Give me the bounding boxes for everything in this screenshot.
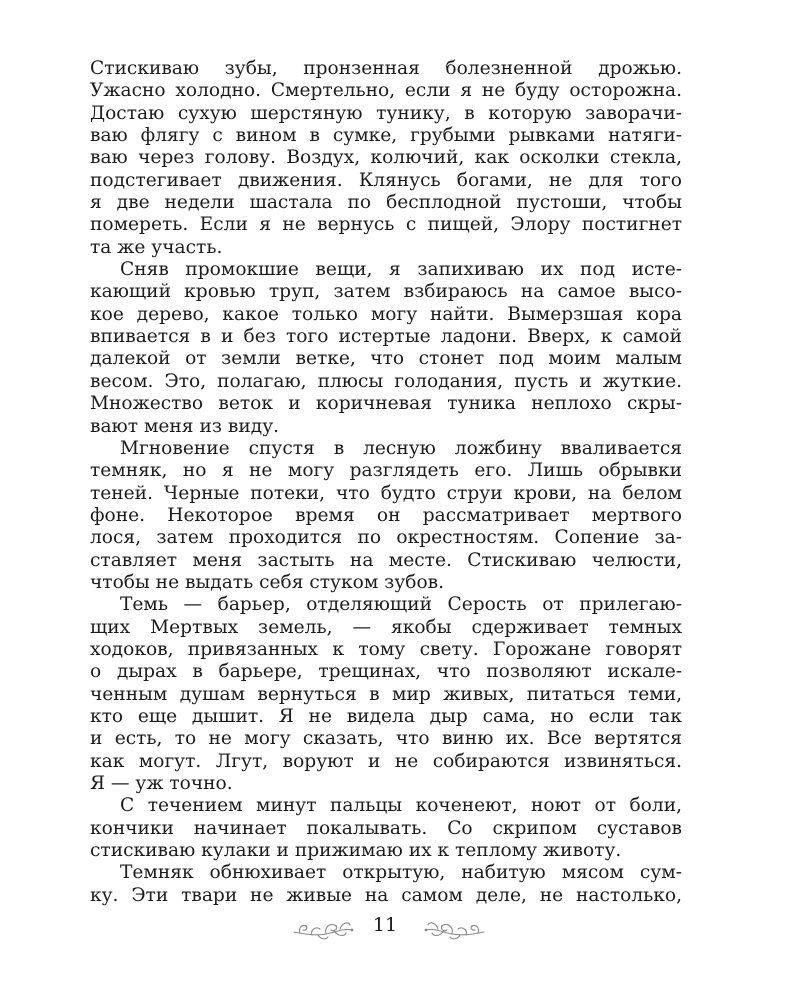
- text-line: Множество веток и коричневая туника неплохо скры-: [90, 393, 682, 415]
- text-line: кающий кровью труп, затем взбираюсь на самое высо-: [90, 281, 682, 303]
- text-line: Достаю сухую шерстяную тунику, в которую заворачи-: [90, 102, 682, 124]
- text-line: чтобы не выдать себя стуком зубов.: [90, 571, 445, 593]
- page-body-text: [90, 58, 682, 907]
- text-line: как могут. Лгут, воруют и не собираются извиняться.: [90, 750, 682, 772]
- text-line: кончики начинает покалывать. Со скрипом суставов: [90, 817, 682, 839]
- paragraph: [90, 594, 682, 795]
- text-line: ваю флягу с вином в сумке, грубыми рывками натяги-: [90, 125, 682, 147]
- text-line: кое дерево, какое только могу найти. Вымерзшая кора: [90, 303, 682, 325]
- text-line: Мгновение спустя в лесную ложбину вваливается: [120, 437, 682, 459]
- text-line: фоне. Некоторое время он рассматривает мертвого: [90, 504, 682, 526]
- text-line: я две недели шастала по бесплодной пустоши, чтобы: [90, 192, 682, 214]
- text-line: Сняв промокшие вещи, я запихиваю их под исте-: [120, 259, 682, 281]
- text-line: Я — уж точно.: [90, 773, 233, 794]
- text-line: и есть, то не могу сказать, что виню их. Все вертятся: [90, 728, 682, 750]
- paragraph: [90, 58, 682, 259]
- text-line: помереть. Если я не вернусь с пищей, Элору постигнет: [90, 214, 682, 236]
- page-number: 11: [372, 914, 398, 936]
- text-line: ку. Эти твари не живые на самом деле, не настолько,: [90, 884, 682, 906]
- text-line: Ужасно холодно. Смертельно, если я не буду осторожна.: [90, 80, 682, 102]
- text-line: теней. Черные потеки, что будто струи крови, на белом: [90, 482, 682, 504]
- page-footer: [0, 906, 800, 946]
- paragraph: [90, 259, 682, 438]
- text-line: вают меня из виду.: [90, 415, 280, 437]
- text-line: подстегивает движения. Клянусь богами, не для того: [90, 169, 682, 191]
- paragraph: [90, 438, 682, 594]
- text-line: весом. Это, полагаю, плюсы голодания, пусть и жуткие.: [90, 370, 682, 392]
- text-line: стискиваю кулаки и прижимаю их к теплому животу.: [90, 840, 622, 862]
- text-line: кто еще дышит. Я не видела дыр сама, но если так: [90, 705, 682, 727]
- floral-ornament-left-icon: [290, 912, 358, 944]
- text-line: о дырах в барьере, трещинах, что позволяют искале-: [90, 661, 682, 683]
- text-line: та же участь.: [90, 236, 223, 258]
- text-line: Стискиваю зубы, пронзенная болезненной дрожью.: [90, 58, 682, 79]
- text-line: ченным душам вернуться в мир живых, питаться теми,: [90, 683, 682, 705]
- text-line: С течением минут пальцы коченеют, ноют от боли,: [120, 795, 682, 817]
- text-line: впивается в и без того истертые ладони. Вверх, к самой: [90, 326, 682, 348]
- text-line: далекой от земли ветке, что стонет под моим малым: [90, 348, 682, 370]
- text-line: ваю через голову. Воздух, колючий, как осколки стекла,: [90, 147, 682, 169]
- paragraph: [90, 862, 682, 907]
- text-line: ставляет меня застыть на месте. Стискиваю челюсти,: [90, 549, 682, 571]
- paragraph: [90, 795, 682, 862]
- text-line: темняк, но я не могу разглядеть его. Лишь обрывки: [90, 460, 682, 482]
- text-line: Темь — барьер, отделяющий Серость от прилегаю-: [120, 594, 682, 616]
- floral-ornament-right-icon: [420, 912, 488, 944]
- text-line: лося, затем проходится по окрестностям. Сопение за-: [90, 527, 682, 549]
- text-line: ходоков, привязанных к тому свету. Горожане говорят: [90, 638, 682, 660]
- text-line: Темняк обнюхивает открытую, набитую мясом сум-: [120, 862, 682, 884]
- text-line: щих Мертвых земель, — якобы сдерживает темных: [90, 616, 682, 638]
